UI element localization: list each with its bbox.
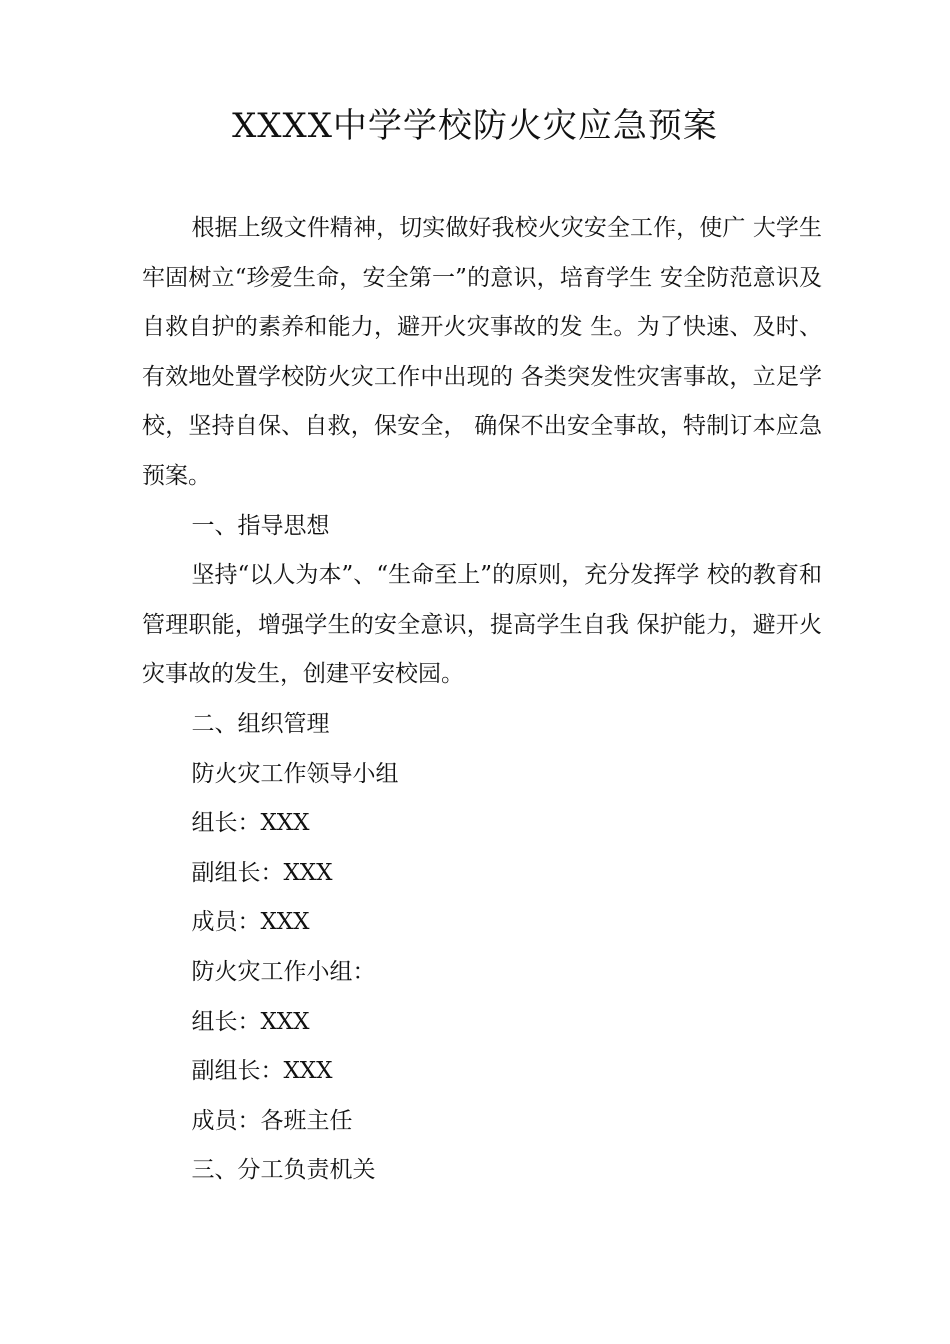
section-heading-responsibilities: 三、分工负责机关 (191, 1157, 376, 1184)
guiding-ideology-paragraph: 坚持“以人为本”、“生命至上”的原则，充分发挥学 校的教育和管理职能，增强学生的安全意识，提高学生自我 保护能力，避开火灾事故的发生，创建平安校园。 (142, 562, 822, 688)
leadership-group-heading: 防火灾工作领导小组 (191, 760, 399, 787)
section-heading-guiding-ideology: 一、指导思想 (191, 512, 330, 539)
intro-paragraph: 根据上级文件精神，切实做好我校火灾安全工作，使广 大学生牢固树立“珍爱生命，安全第一”的意识，培育学生 安全防范意识及自救自护的素养和能力，避开火灾事故的发 生。为了快速、及时、有效地处置学校防火灾工作中出现的 各类突发性灾害事故，立足学校，坚持自保、自救，保安全， 确保不出安全事故，特制订本应急预案。 (142, 215, 822, 489)
document-body (142, 204, 822, 1196)
working-group-heading: 防火灾工作小组： (191, 958, 376, 985)
working-group-members: 成员：各班主任 (191, 1107, 353, 1134)
leadership-group-deputy-leader: 副组长：XXX (191, 859, 333, 886)
working-group-leader: 组长：XXX (191, 1008, 310, 1035)
working-group-deputy-leader: 副组长：XXX (191, 1058, 333, 1085)
leadership-group-members: 成员：XXX (191, 909, 310, 936)
document-title: XXXX中学学校防火灾应急预案 (232, 106, 718, 146)
leadership-group-leader: 组长：XXX (191, 810, 310, 837)
section-heading-organization: 二、组织管理 (191, 710, 330, 737)
